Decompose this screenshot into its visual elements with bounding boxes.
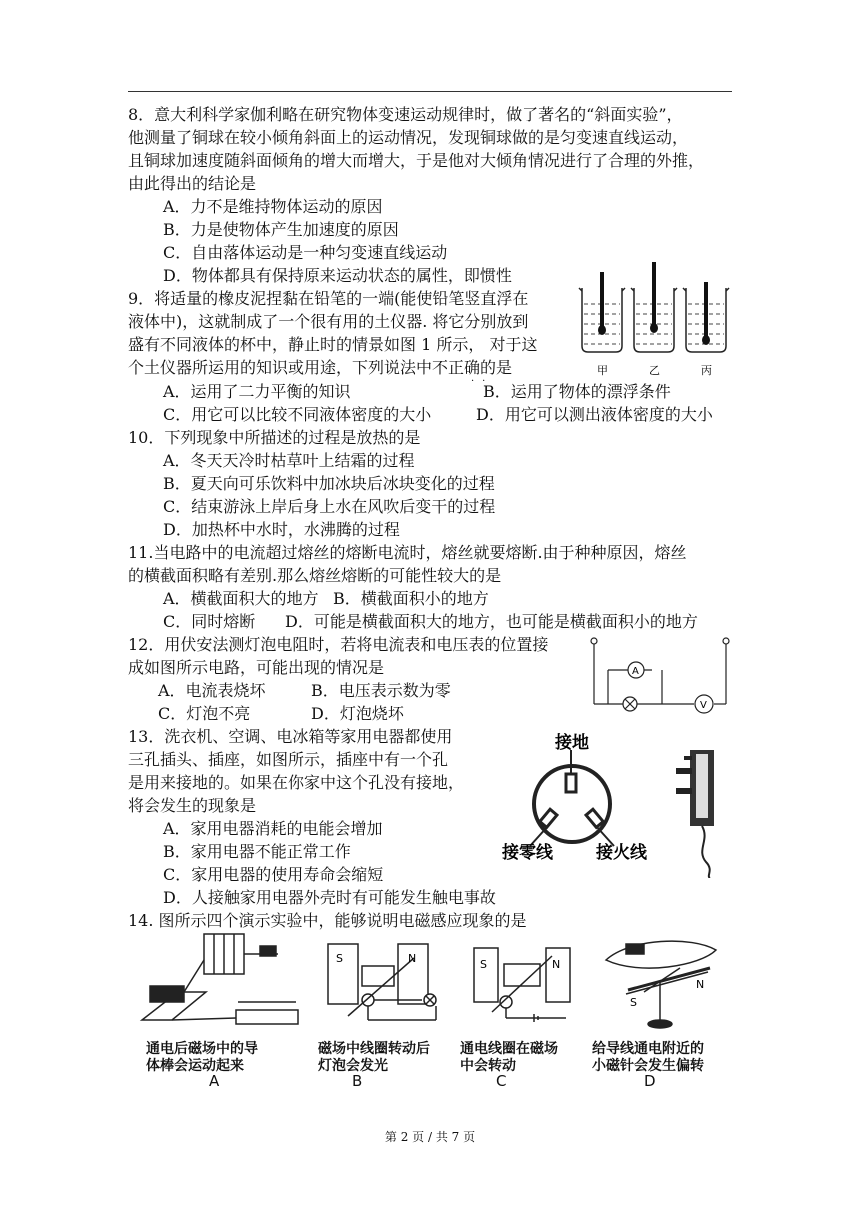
q11-stem-line: 11.当电路中的电流超过熔丝的熔断电流时，熔丝就要熔断.由于种种原因，熔丝 — [128, 543, 687, 562]
q13-stem-line: 是用来接地的。如果在你家中这个孔没有接地， — [128, 773, 465, 792]
q13-option-d: D．人接触家用电器外壳时有可能发生触电事故 — [163, 888, 496, 907]
q9-option-a: A．运用了二力平衡的知识 — [163, 382, 351, 401]
figure-c-pole-n: N — [552, 958, 561, 971]
figure-c-motor — [466, 938, 584, 1030]
q8-option-b: B．力是使物体产生加速度的原因 — [163, 220, 399, 239]
q9-stem-line: 液体中)，这就制成了一个很有用的土仪器. 将它分别放到 — [128, 312, 529, 331]
voltmeter-label: V — [700, 700, 707, 711]
plug-icon — [676, 750, 714, 878]
q11-option-a: A．横截面积大的地方 — [163, 589, 319, 608]
q9-option-c: C．用它可以比较不同液体密度的大小 — [163, 405, 432, 424]
beakers-figure — [572, 258, 734, 382]
figure-b-caption-1: 磁场中线圈转动后 — [318, 1041, 430, 1057]
figure-c-caption-2: 中会转动 — [460, 1058, 516, 1074]
figure-c-caption-1: 通电线圈在磁场 — [460, 1041, 558, 1057]
q8-stem-line: 由此得出的结论是 — [128, 174, 257, 193]
circuit-diagram — [586, 634, 738, 724]
q10-option-b: B．夏天向可乐饮料中加冰块后冰块变化的过程 — [163, 474, 495, 493]
q11-option-d: D．可能是横截面积大的地方，也可能是横截面积小的地方 — [285, 612, 698, 631]
q12-option-a: A．电流表烧坏 — [158, 681, 266, 700]
q12-stem-line: 成如图所示电路，可能出现的情况是 — [128, 658, 385, 677]
figure-a-caption-2: 体棒会运动起来 — [146, 1058, 244, 1074]
q8-option-d: D．物体都具有保持原来运动状态的属性，即惯性 — [163, 266, 512, 285]
q10-option-a: A．冬天天冷时枯草叶上结霜的过程 — [163, 451, 415, 470]
figure-b-pole-n: N — [408, 952, 417, 965]
figure-c-pole-s: S — [480, 958, 487, 971]
q9-stem-line: 个土仪器所运用的知识或用途，下列说法中不正确的是 — [128, 358, 513, 377]
q8-option-a: A．力不是维持物体运动的原因 — [163, 197, 383, 216]
figure-d-caption-2: 小磁针会发生偏转 — [592, 1058, 704, 1074]
q12-option-b: B．电压表示数为零 — [311, 681, 451, 700]
q13-stem-line: 13．洗衣机、空调、电冰箱等家用电器都使用 — [128, 727, 453, 746]
q9-option-d: D．用它可以测出液体密度的大小 — [476, 405, 713, 424]
figure-d-letter: D — [644, 1072, 656, 1090]
q11-option-c: C．同时熔断 — [163, 612, 256, 631]
ammeter-label: A — [632, 666, 639, 677]
emphasis-dots: ·· — [471, 376, 494, 387]
socket-figure — [500, 728, 740, 878]
q10-stem: 10．下列现象中所描述的过程是放热的是 — [128, 428, 421, 447]
figure-a-letter: A — [209, 1072, 220, 1090]
figure-a-motor-rail — [138, 930, 306, 1030]
q14-stem: 14. 图所示四个演示实验中，能够说明电磁感应现象的是 — [128, 911, 527, 930]
q8-stem-line: 他测量了铜球在较小倾角斜面上的运动情况，发现铜球做的是匀变速直线运动， — [128, 128, 689, 147]
figure-d-pole-s: S — [630, 996, 637, 1009]
q13-option-c: C．家用电器的使用寿命会缩短 — [163, 865, 384, 884]
figure-d-pole-n: N — [696, 978, 705, 991]
q11-option-b: B．横截面积小的地方 — [333, 589, 489, 608]
figure-b-caption-2: 灯泡会发光 — [318, 1058, 388, 1074]
q13-stem-line: 将会发生的现象是 — [128, 796, 257, 815]
beaker-label-jia: 甲 — [597, 364, 608, 377]
q8-option-c: C．自由落体运动是一种匀变速直线运动 — [163, 243, 448, 262]
q8-stem-line: 8．意大利科学家伽利略在研究物体变速运动规律时，做了著名的“斜面实验”， — [128, 105, 683, 124]
q13-option-a: A．家用电器消耗的电能会增加 — [163, 819, 383, 838]
page-footer: 第 2 页 / 共 7 页 — [384, 1130, 476, 1144]
q13-stem-line: 三孔插头、插座，如图所示，插座中有一个孔 — [128, 750, 449, 769]
figure-d-caption-1: 给导线通电附近的 — [592, 1041, 704, 1057]
q13-option-b: B．家用电器不能正常工作 — [163, 842, 351, 861]
q11-stem-line: 的横截面积略有差别.那么熔丝熔断的可能性较大的是 — [128, 566, 502, 585]
header-rule — [128, 91, 732, 92]
beaker-label-yi: 乙 — [649, 364, 660, 377]
figure-b-letter: B — [352, 1072, 363, 1090]
socket-neutral-label: 接零线 — [502, 843, 553, 863]
q12-option-d: D．灯泡烧坏 — [311, 704, 404, 723]
figure-b-generator — [318, 938, 446, 1030]
figure-a-caption-1: 通电后磁场中的导 — [146, 1041, 258, 1057]
socket-ground-label: 接地 — [555, 733, 589, 753]
q12-stem-line: 12．用伏安法测灯泡电阻时，若将电流表和电压表的位置接 — [128, 635, 549, 654]
q8-stem-line: 且铜球加速度随斜面倾角的增大而增大，于是他对大倾角情况进行了合理的外推， — [128, 151, 705, 170]
beaker-label-bing: 丙 — [701, 364, 712, 377]
figure-c-letter: C — [496, 1072, 507, 1090]
q9-stem-line: 9．将适量的橡皮泥捏黏在铅笔的一端(能使铅笔竖直浮在 — [128, 289, 529, 308]
q9-option-b: B．运用了物体的漂浮条件 — [483, 382, 671, 401]
socket-live-label: 接火线 — [596, 843, 647, 863]
q10-option-d: D．加热杯中水时，水沸腾的过程 — [163, 520, 400, 539]
q9-stem-line: 盛有不同液体的杯中，静止时的情景如图 1 所示， 对于这 — [128, 335, 538, 354]
figure-b-pole-s: S — [336, 952, 343, 965]
q10-option-c: C．结束游泳上岸后身上水在风吹后变干的过程 — [163, 497, 496, 516]
q12-option-c: C．灯泡不亮 — [158, 704, 251, 723]
figure-d-oersted — [600, 932, 732, 1032]
